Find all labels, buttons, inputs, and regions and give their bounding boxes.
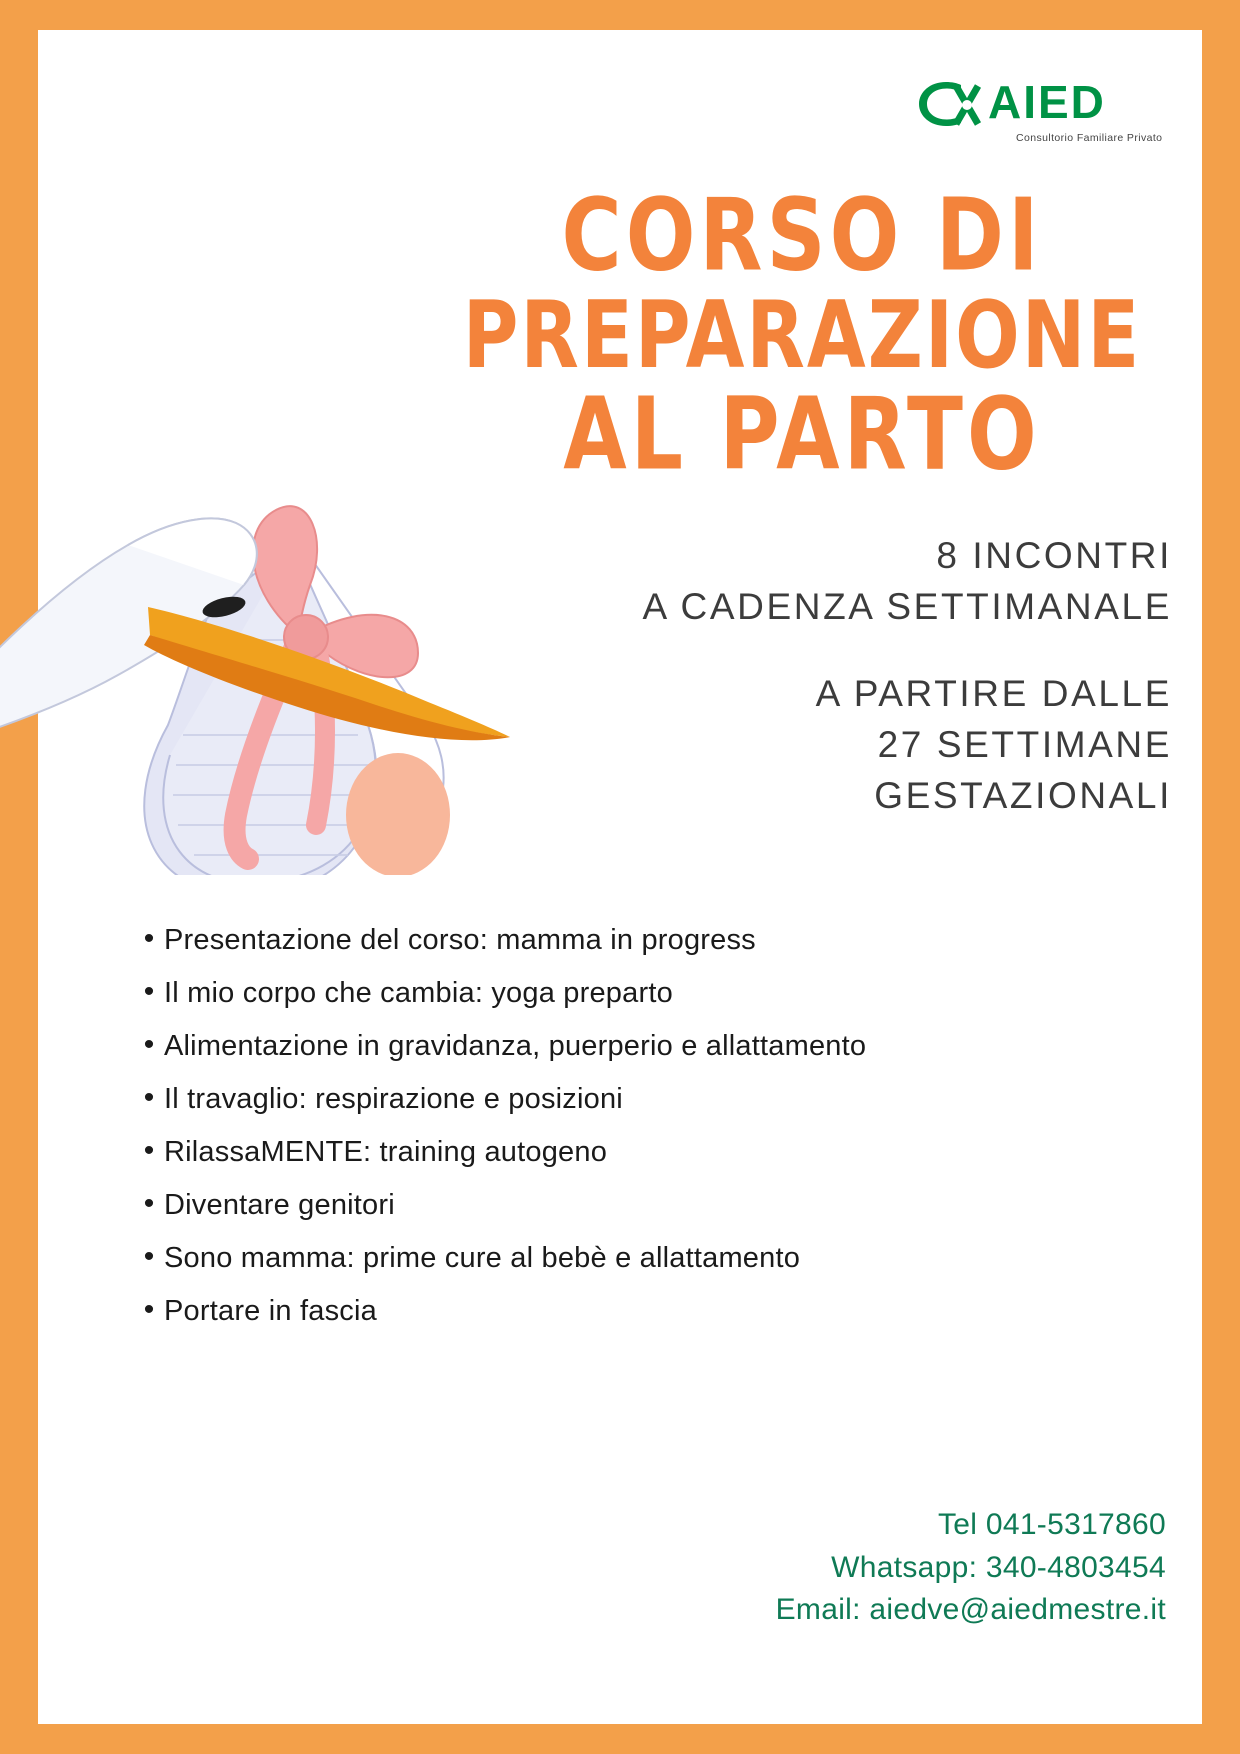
bullet-icon: • (143, 975, 155, 1008)
list-item-label: RilassaMENTE: training autogeno (164, 1136, 608, 1168)
list-item (134, 1187, 1114, 1223)
contact-email: Email: aiedve@aiedmestre.it (775, 1593, 1166, 1627)
list-item (134, 975, 1114, 1011)
subtitle-line-5: GESTAZIONALI (874, 775, 1172, 817)
list-item-label: Il travaglio: respirazione e posizioni (164, 1083, 623, 1115)
list-item-label: Presentazione del corso: mamma in progress (164, 924, 756, 956)
title-line-3: AL PARTO (563, 377, 1041, 493)
poster-page (38, 30, 1202, 1724)
list-item-label: Portare in fascia (164, 1295, 377, 1327)
subtitle-line-3: A PARTIRE DALLE (815, 673, 1172, 715)
contact-block (776, 1504, 1166, 1632)
list-item (134, 922, 1114, 958)
subtitle-line-2: A CADENZA SETTIMANALE (642, 586, 1172, 628)
title-line-2: PREPARAZIONE (462, 280, 1142, 390)
subtitle-spacer (432, 632, 1172, 668)
bullet-icon: • (143, 922, 155, 955)
aied-logo-tagline: Consultorio Familiare Privato (1016, 132, 1163, 144)
list-item-label: Alimentazione in gravidanza, puerperio e allattamento (164, 1030, 867, 1062)
bullet-icon: • (143, 1134, 155, 1167)
list-item (134, 1240, 1114, 1276)
list-item (134, 1134, 1114, 1170)
contact-whatsapp: Whatsapp: 340-4803454 (831, 1550, 1166, 1584)
bullet-icon: • (143, 1293, 155, 1326)
title-line-1: CORSO DI (561, 178, 1043, 295)
bullet-icon: • (143, 1187, 155, 1220)
aied-logo-text: AIED (988, 76, 1106, 128)
list-item-label: Diventare genitori (164, 1189, 395, 1221)
contact-phone: Tel 041-5317860 (937, 1508, 1166, 1542)
poster-title (432, 178, 1172, 493)
bullet-icon: • (143, 1081, 155, 1114)
list-item (134, 1293, 1114, 1329)
aied-logo (916, 76, 1176, 156)
subtitle-line-4: 27 SETTIMANE (877, 724, 1172, 766)
topics-list (134, 922, 1114, 1346)
list-item-label: Il mio corpo che cambia: yoga preparto (164, 977, 673, 1009)
subtitle-line-1: 8 INCONTRI (936, 535, 1172, 576)
bullet-icon: • (143, 1240, 155, 1273)
bullet-icon: • (143, 1028, 155, 1061)
list-item (134, 1028, 1114, 1064)
aied-logo-mark-icon (916, 78, 982, 130)
list-item (134, 1081, 1114, 1117)
poster-subtitle (432, 530, 1172, 821)
list-item-label: Sono mamma: prime cure al bebè e allattamento (164, 1242, 801, 1274)
